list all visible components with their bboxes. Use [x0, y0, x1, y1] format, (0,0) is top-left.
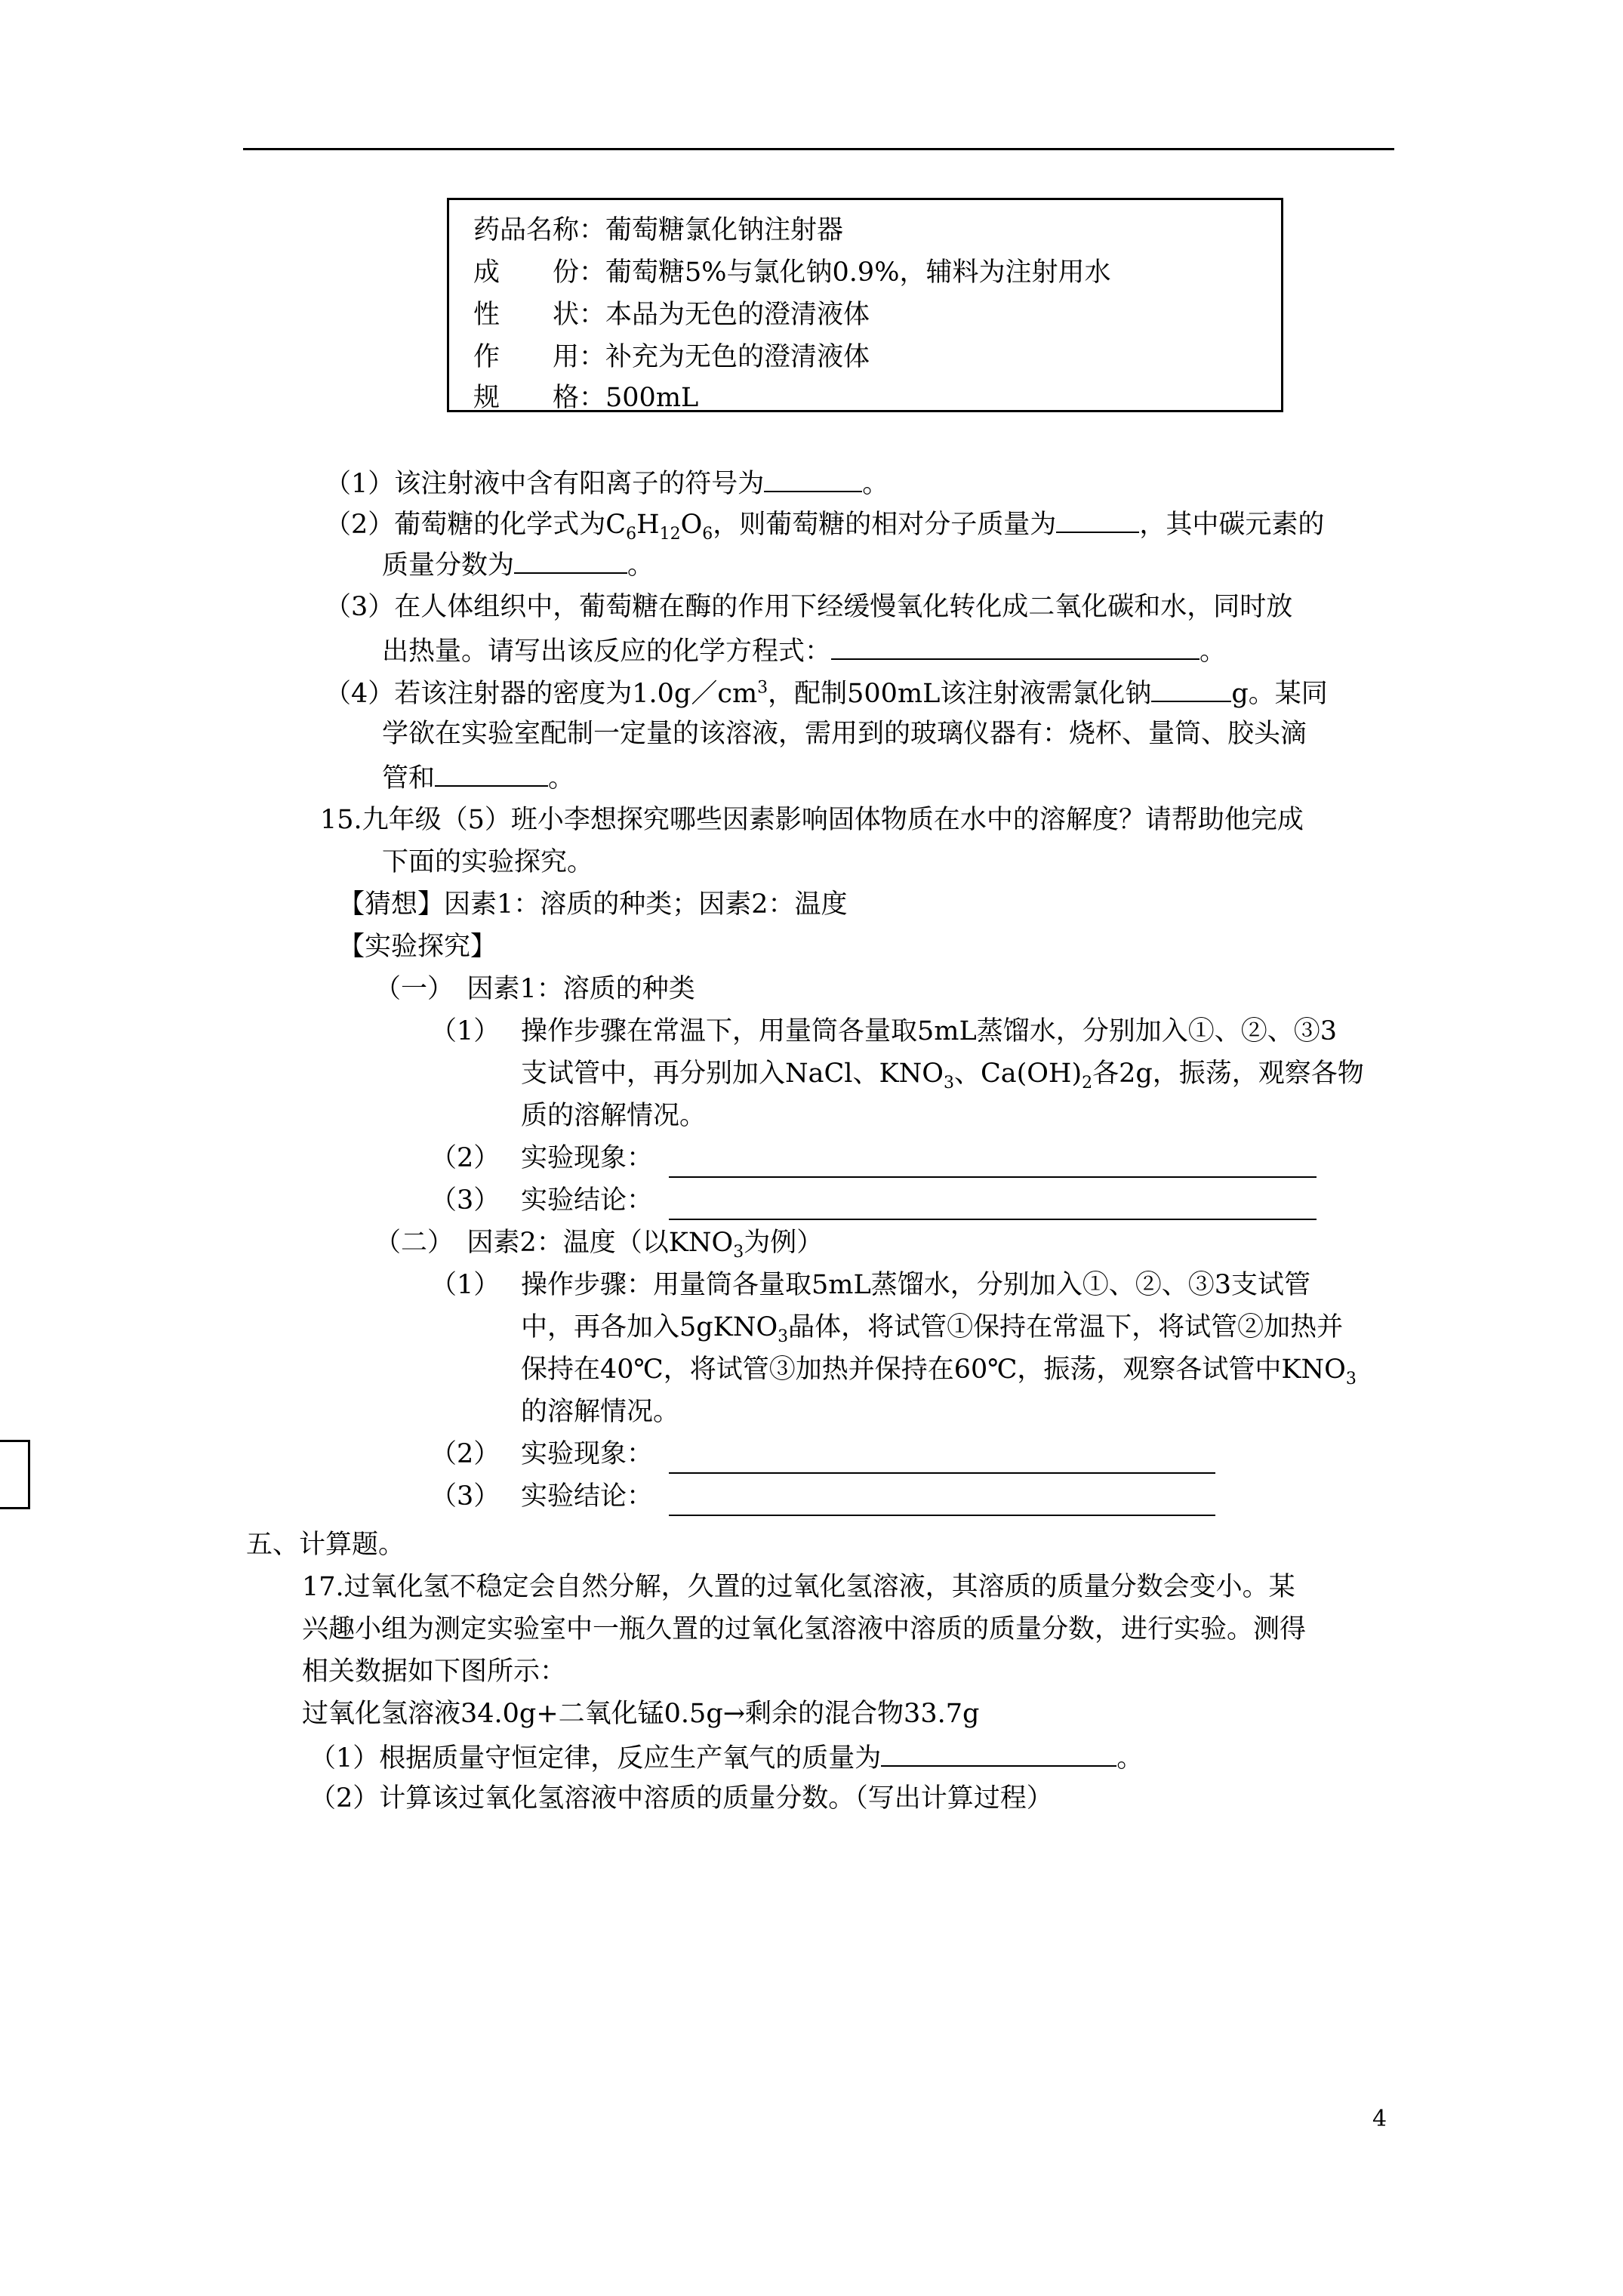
step-number: （1） [430, 1270, 500, 1300]
q15-s1-step1-line2 [521, 1059, 1364, 1093]
q15-s2-step1-text2b: 晶体，将试管①保持在常温下，将试管②加热并 [788, 1312, 1344, 1342]
q17-part2 [310, 1783, 1053, 1814]
label-key-spec: 规 格： [473, 383, 606, 413]
subscript: 2 [1082, 1074, 1093, 1093]
q15-s1-step1-text2b: 、Ca(OH) [953, 1059, 1083, 1089]
q15-guess-text: 【猜想】因素1：溶质的种类；因素2：温度 [338, 889, 848, 920]
answer-blank[interactable] [1151, 676, 1231, 702]
punct: 。 [548, 763, 575, 794]
q14-part3-text: （3）在人体组织中，葡萄糖在酶的作用下经缓慢氧化转化成二氧化碳和水，同时放 [325, 592, 1293, 622]
q17-data-line [302, 1699, 979, 1729]
q15-s2-step1-text2: 中，再各加入5gKNO [521, 1312, 778, 1342]
label-val-spec: 500mL [605, 383, 699, 413]
q15-guess [338, 889, 848, 920]
q15-s2-step1-text4: 的溶解情况。 [521, 1397, 680, 1427]
label-key-property: 性 状： [473, 300, 606, 330]
label-val-usage: 补充为无色的澄清液体 [605, 342, 870, 372]
q14-part2 [325, 507, 1325, 544]
q15-explore-heading [338, 932, 497, 962]
punct: 。 [1200, 636, 1227, 667]
label-row-composition [473, 251, 1110, 289]
label-row-property [473, 294, 870, 331]
q15-s2-step1-line4 [521, 1397, 679, 1427]
step-number: （2） [430, 1143, 500, 1173]
q15-s1-step1-text: 操作步骤在常温下，用量筒各量取5mL蒸馏水，分别加入①、②、③3 [521, 1016, 1337, 1046]
q15-s1-step2-num [430, 1143, 500, 1173]
q14-part3-line2 [382, 634, 1226, 667]
q15-s2-step2-text: 实验现象： [521, 1439, 654, 1469]
q15-s1-step1-num [430, 1016, 500, 1046]
q15-intro-text: 15.九年级（5）班小李想探究哪些因素影响固体物质在水中的溶解度？请帮助他完成 [320, 805, 1304, 835]
q15-s2-step3-num [430, 1481, 500, 1512]
answer-blank[interactable] [764, 467, 862, 492]
q15-s2-step1-line2 [521, 1312, 1344, 1346]
subscript: 12 [659, 525, 681, 544]
q17-line2 [302, 1614, 1306, 1644]
q17-line1 [302, 1572, 1295, 1602]
q14-part2-line2 [382, 548, 654, 581]
q14-part4b-text: 学欲在实验室配制一定量的该溶液，需用到的玻璃仪器有：烧杯、量筒、胶头滴 [382, 719, 1307, 749]
header-rule [243, 148, 1394, 150]
q15-s1-step1-text2: 支试管中，再分别加入NaCl、KNO [521, 1059, 944, 1089]
q15-s1-step1-line3 [521, 1101, 706, 1131]
q14-part1-text: （1）该注射液中含有阳离子的符号为 [325, 469, 765, 499]
q15-s2-step3-text: 实验结论： [521, 1481, 654, 1512]
q15-section2-title [374, 1228, 824, 1262]
formula-part: H [636, 510, 660, 540]
q15-s2-step1-text3: 保持在40℃，将试管③加热并保持在60℃，振荡，观察各试管中KNO [521, 1354, 1346, 1385]
q15-intro-text2: 下面的实验探究。 [382, 847, 594, 877]
q15-section2-title-text: （二） 因素2：温度（以KNO [374, 1228, 734, 1258]
q15-s2-step1 [521, 1270, 1310, 1300]
punct: 。 [1116, 1743, 1144, 1774]
q15-s1-step3-num [430, 1185, 500, 1216]
binding-mark [0, 1440, 30, 1509]
q15-s1-step1 [521, 1016, 1337, 1046]
label-row-name [473, 209, 843, 247]
answer-line[interactable] [669, 1176, 1317, 1178]
answer-line[interactable] [669, 1219, 1317, 1220]
q14-part2-text: （2）葡萄糖的化学式为C [325, 510, 627, 540]
q14-part4c-text: 管和 [382, 763, 436, 794]
q15-intro-line2 [382, 847, 593, 877]
q14-part3b-text: 出热量。请写出该反应的化学方程式： [382, 636, 832, 667]
q14-part1 [325, 467, 888, 499]
answer-blank[interactable] [831, 634, 1200, 660]
q14-part4-text: （4）若该注射器的密度为1.0g／cm [325, 679, 758, 709]
subscript: 3 [1345, 1370, 1357, 1388]
label-val-name: 葡萄糖氯化钠注射器 [605, 215, 844, 245]
answer-line[interactable] [669, 1515, 1215, 1516]
q15-s1-step2-text: 实验现象： [521, 1143, 654, 1173]
page-number: 4 [1372, 2106, 1387, 2132]
label-row-spec [473, 377, 698, 415]
q14-part2-end: ，其中碳元素的 [1139, 510, 1325, 540]
q14-part2-rest: ，则葡萄糖的相对分子质量为 [713, 510, 1057, 540]
q15-s1-step3 [521, 1185, 653, 1216]
drug-label-box [447, 198, 1283, 412]
q15-s1-step3-text: 实验结论： [521, 1185, 654, 1216]
q15-s2-step1-line3 [521, 1354, 1357, 1388]
q17-text2: 兴趣小组为测定实验室中一瓶久置的过氧化氢溶液中溶质的质量分数，进行实验。测得 [302, 1614, 1307, 1644]
label-val-property: 本品为无色的澄清液体 [605, 300, 870, 330]
q17-text3: 相关数据如下图所示： [302, 1657, 567, 1687]
subscript: 3 [733, 1243, 744, 1262]
section5-heading [246, 1530, 405, 1560]
q14-part3 [325, 592, 1292, 622]
formula-part: O [680, 510, 703, 540]
step-number: （3） [430, 1185, 500, 1216]
q17-part2-text: （2）计算该过氧化氢溶液中溶质的质量分数。（写出计算过程） [310, 1783, 1053, 1814]
q14-part4-line2 [382, 719, 1307, 749]
q15-s1-step1-text3: 质的溶解情况。 [521, 1101, 707, 1131]
section5-heading-text: 五、计算题。 [246, 1530, 405, 1560]
answer-blank[interactable] [881, 1741, 1116, 1767]
punct: 。 [627, 550, 654, 581]
answer-blank[interactable] [435, 761, 548, 787]
q15-s2-step2 [521, 1439, 653, 1469]
answer-blank[interactable] [514, 548, 627, 574]
q15-section1-title-text: （一） 因素1：溶质的种类 [374, 974, 695, 1004]
answer-blank[interactable] [1056, 507, 1139, 533]
q17-part1-text: （1）根据质量守恒定律，反应生产氧气的质量为 [310, 1743, 882, 1774]
q17-part1 [310, 1741, 1143, 1774]
step-number: （1） [430, 1016, 500, 1046]
q15-section1-title [374, 974, 695, 1004]
subscript: 6 [702, 525, 713, 544]
label-key-name: 药品名称： [473, 215, 606, 245]
q17-line3 [302, 1657, 566, 1687]
q14-part4 [325, 676, 1328, 709]
q17-data-text: 过氧化氢溶液34.0g+二氧化锰0.5g→剩余的混合物33.7g [302, 1699, 980, 1729]
q15-explore-text: 【实验探究】 [338, 932, 497, 962]
q15-intro [320, 805, 1304, 835]
superscript: 3 [757, 678, 768, 698]
step-number: （3） [430, 1481, 500, 1512]
label-val-composition: 葡萄糖5%与氯化钠0.9%，辅料为注射用水 [605, 257, 1111, 288]
q15-s1-step2 [521, 1143, 653, 1173]
label-key-usage: 作 用： [473, 342, 606, 372]
punct: 。 [862, 469, 889, 499]
q14-part2b-text: 质量分数为 [382, 550, 515, 581]
label-key-composition: 成 份： [473, 257, 606, 288]
q15-section2-title-end: 为例） [744, 1228, 824, 1258]
subscript: 3 [778, 1327, 789, 1346]
q14-part4-end: g。某同 [1231, 679, 1328, 709]
subscript: 3 [943, 1074, 954, 1093]
q14-part4-rest: ，配制500mL该注射液需氯化钠 [768, 679, 1152, 709]
subscript: 6 [626, 525, 637, 544]
q15-s1-step1-text2c: 各2g，振荡，观察各物 [1092, 1059, 1364, 1089]
q17-text1: 17.过氧化氢不稳定会自然分解，久置的过氧化氢溶液，其溶质的质量分数会变小。某 [302, 1572, 1295, 1602]
step-number: （2） [430, 1439, 500, 1469]
label-row-usage [473, 336, 870, 374]
answer-line[interactable] [669, 1472, 1215, 1474]
q15-s2-step3 [521, 1481, 653, 1512]
q15-s2-step2-num [430, 1439, 500, 1469]
q14-part4-line3 [382, 761, 574, 794]
q15-s2-step1-num [430, 1270, 500, 1300]
q15-s2-step1-text: 操作步骤：用量筒各量取5mL蒸馏水，分别加入①、②、③3支试管 [521, 1270, 1310, 1300]
